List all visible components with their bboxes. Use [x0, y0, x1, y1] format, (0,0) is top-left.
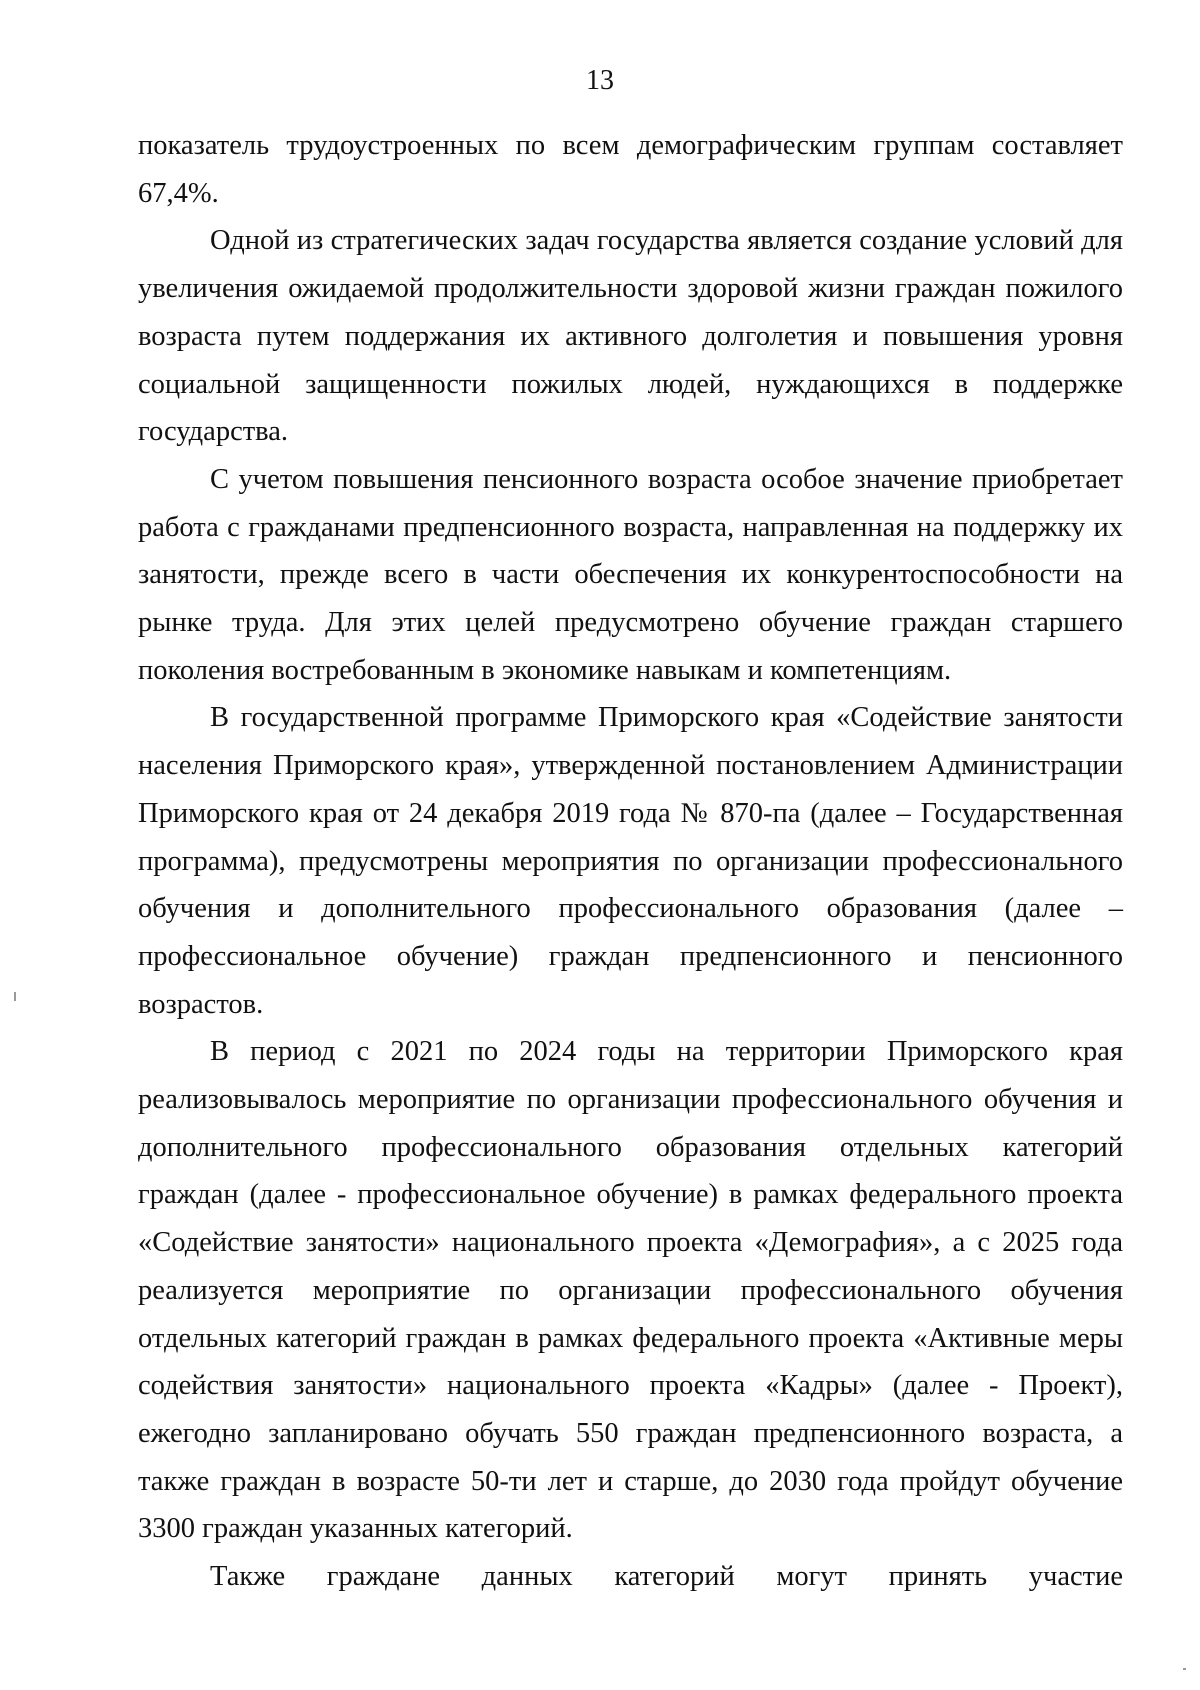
body-text: [138, 122, 1123, 1601]
paragraph-6: Также граждане данных категорий могут принять участие: [210, 1561, 1123, 1593]
paragraph-2: Одной из стратегических задач государства является создание условий для увеличения ожидаемой продолжительности здоровой жизни граждан пожилого возраста путем поддержания их активного долголетия и повышения уровня социальной защищенности пожилых людей, нуждающихся в поддержке государства.: [138, 225, 1123, 448]
paragraph-3: С учетом повышения пенсионного возраста особое значение приобретает работа с гражданами предпенсионного возраста, направленная на поддержку их занятости, прежде всего в части обеспечения их конкурентоспособности на рынке труда. Для этих целей предусмотрено обучение граждан старшего поколения востребованным в экономике навыкам и компетенциям.: [138, 463, 1123, 686]
paragraph-4: В государственной программе Приморского края «Содействие занятости населения Приморского края», утвержденной постановлением Администрации Приморского края от 24 декабря 2019 года № 870-па (далее – Государственная программа), предусмотрены мероприятия по организации профессионального обучения и дополнительного профессионального образования (далее – профессиональное обучение) граждан предпенсионного и пенсионного возрастов.: [138, 702, 1123, 1020]
scan-margin-mark: [1183, 1668, 1186, 1670]
scan-margin-mark: [14, 992, 16, 1001]
page-number: 13: [586, 65, 614, 96]
paragraph-1: показатель трудоустроенных по всем демографическим группам составляет 67,4%.: [138, 130, 1123, 209]
paragraph-5: В период с 2021 по 2024 годы на территории Приморского края реализовывалось мероприятие по организации профессионального обучения и дополнительного профессионального образования отдельных категорий граждан (далее - профессиональное обучение) в рамках федерального проекта «Содействие занятости» национального проекта «Демография», а с 2025 года реализуется мероприятие по организации профессионального обучения отдельных категорий граждан в рамках федерального проекта «Активные меры содействия занятости» национального проекта «Кадры» (далее - Проект), ежегодно запланировано обучать 550 граждан предпенсионного возраста, а также граждан в возрасте 50-ти лет и старше, до 2030 года пройдут обучение 3300 граждан указанных категорий.: [138, 1036, 1123, 1545]
